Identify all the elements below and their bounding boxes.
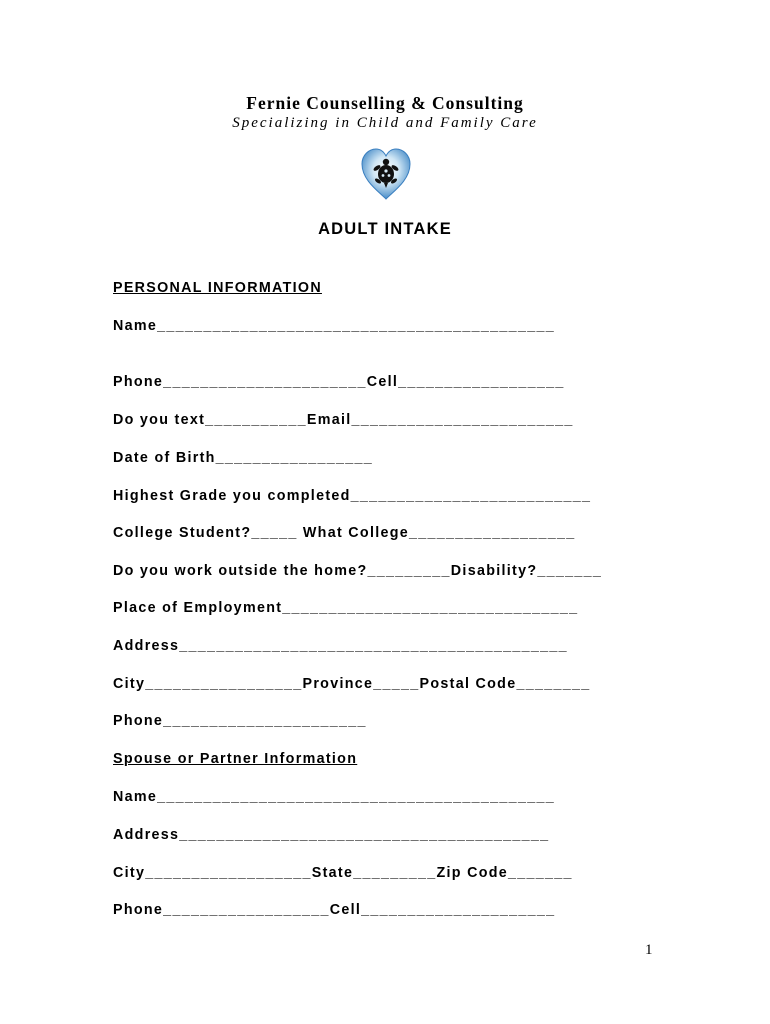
- city-province-postal-field[interactable]: City_________________Province_____Postal Code________: [113, 676, 591, 692]
- spouse-address-field[interactable]: Address________________________________________: [113, 827, 550, 843]
- place-of-employment-field[interactable]: Place of Employment________________________________: [113, 600, 579, 616]
- date-of-birth-field[interactable]: Date of Birth_________________: [113, 450, 373, 466]
- form-title: ADULT INTAKE: [318, 220, 452, 238]
- heart-turtle-icon: [359, 147, 413, 201]
- organization-tagline: Specializing in Child and Family Care: [232, 115, 538, 131]
- spouse-city-state-zip-field[interactable]: City__________________State_________Zip Code_______: [113, 865, 573, 881]
- highest-grade-field[interactable]: Highest Grade you completed__________________________: [113, 488, 592, 504]
- personal-information-heading: PERSONAL INFORMATION: [113, 280, 322, 296]
- address-field[interactable]: Address__________________________________________: [113, 638, 568, 654]
- spouse-partner-heading: Spouse or Partner Information: [113, 751, 358, 767]
- spouse-phone-cell-field[interactable]: Phone__________________Cell_____________________: [113, 902, 556, 918]
- name-field[interactable]: Name___________________________________________: [113, 318, 555, 334]
- college-field[interactable]: College Student?_____ What College__________________: [113, 525, 576, 541]
- phone-field[interactable]: Phone______________________: [113, 713, 367, 729]
- page-number: 1: [645, 942, 653, 958]
- phone-cell-field[interactable]: Phone______________________Cell__________________: [113, 374, 565, 390]
- organization-name: Fernie Counselling & Consulting: [246, 93, 524, 113]
- work-disability-field[interactable]: Do you work outside the home?_________Disability?_______: [113, 563, 603, 579]
- spouse-name-field[interactable]: Name___________________________________________: [113, 789, 555, 805]
- text-email-field[interactable]: Do you text___________Email________________________: [113, 412, 574, 428]
